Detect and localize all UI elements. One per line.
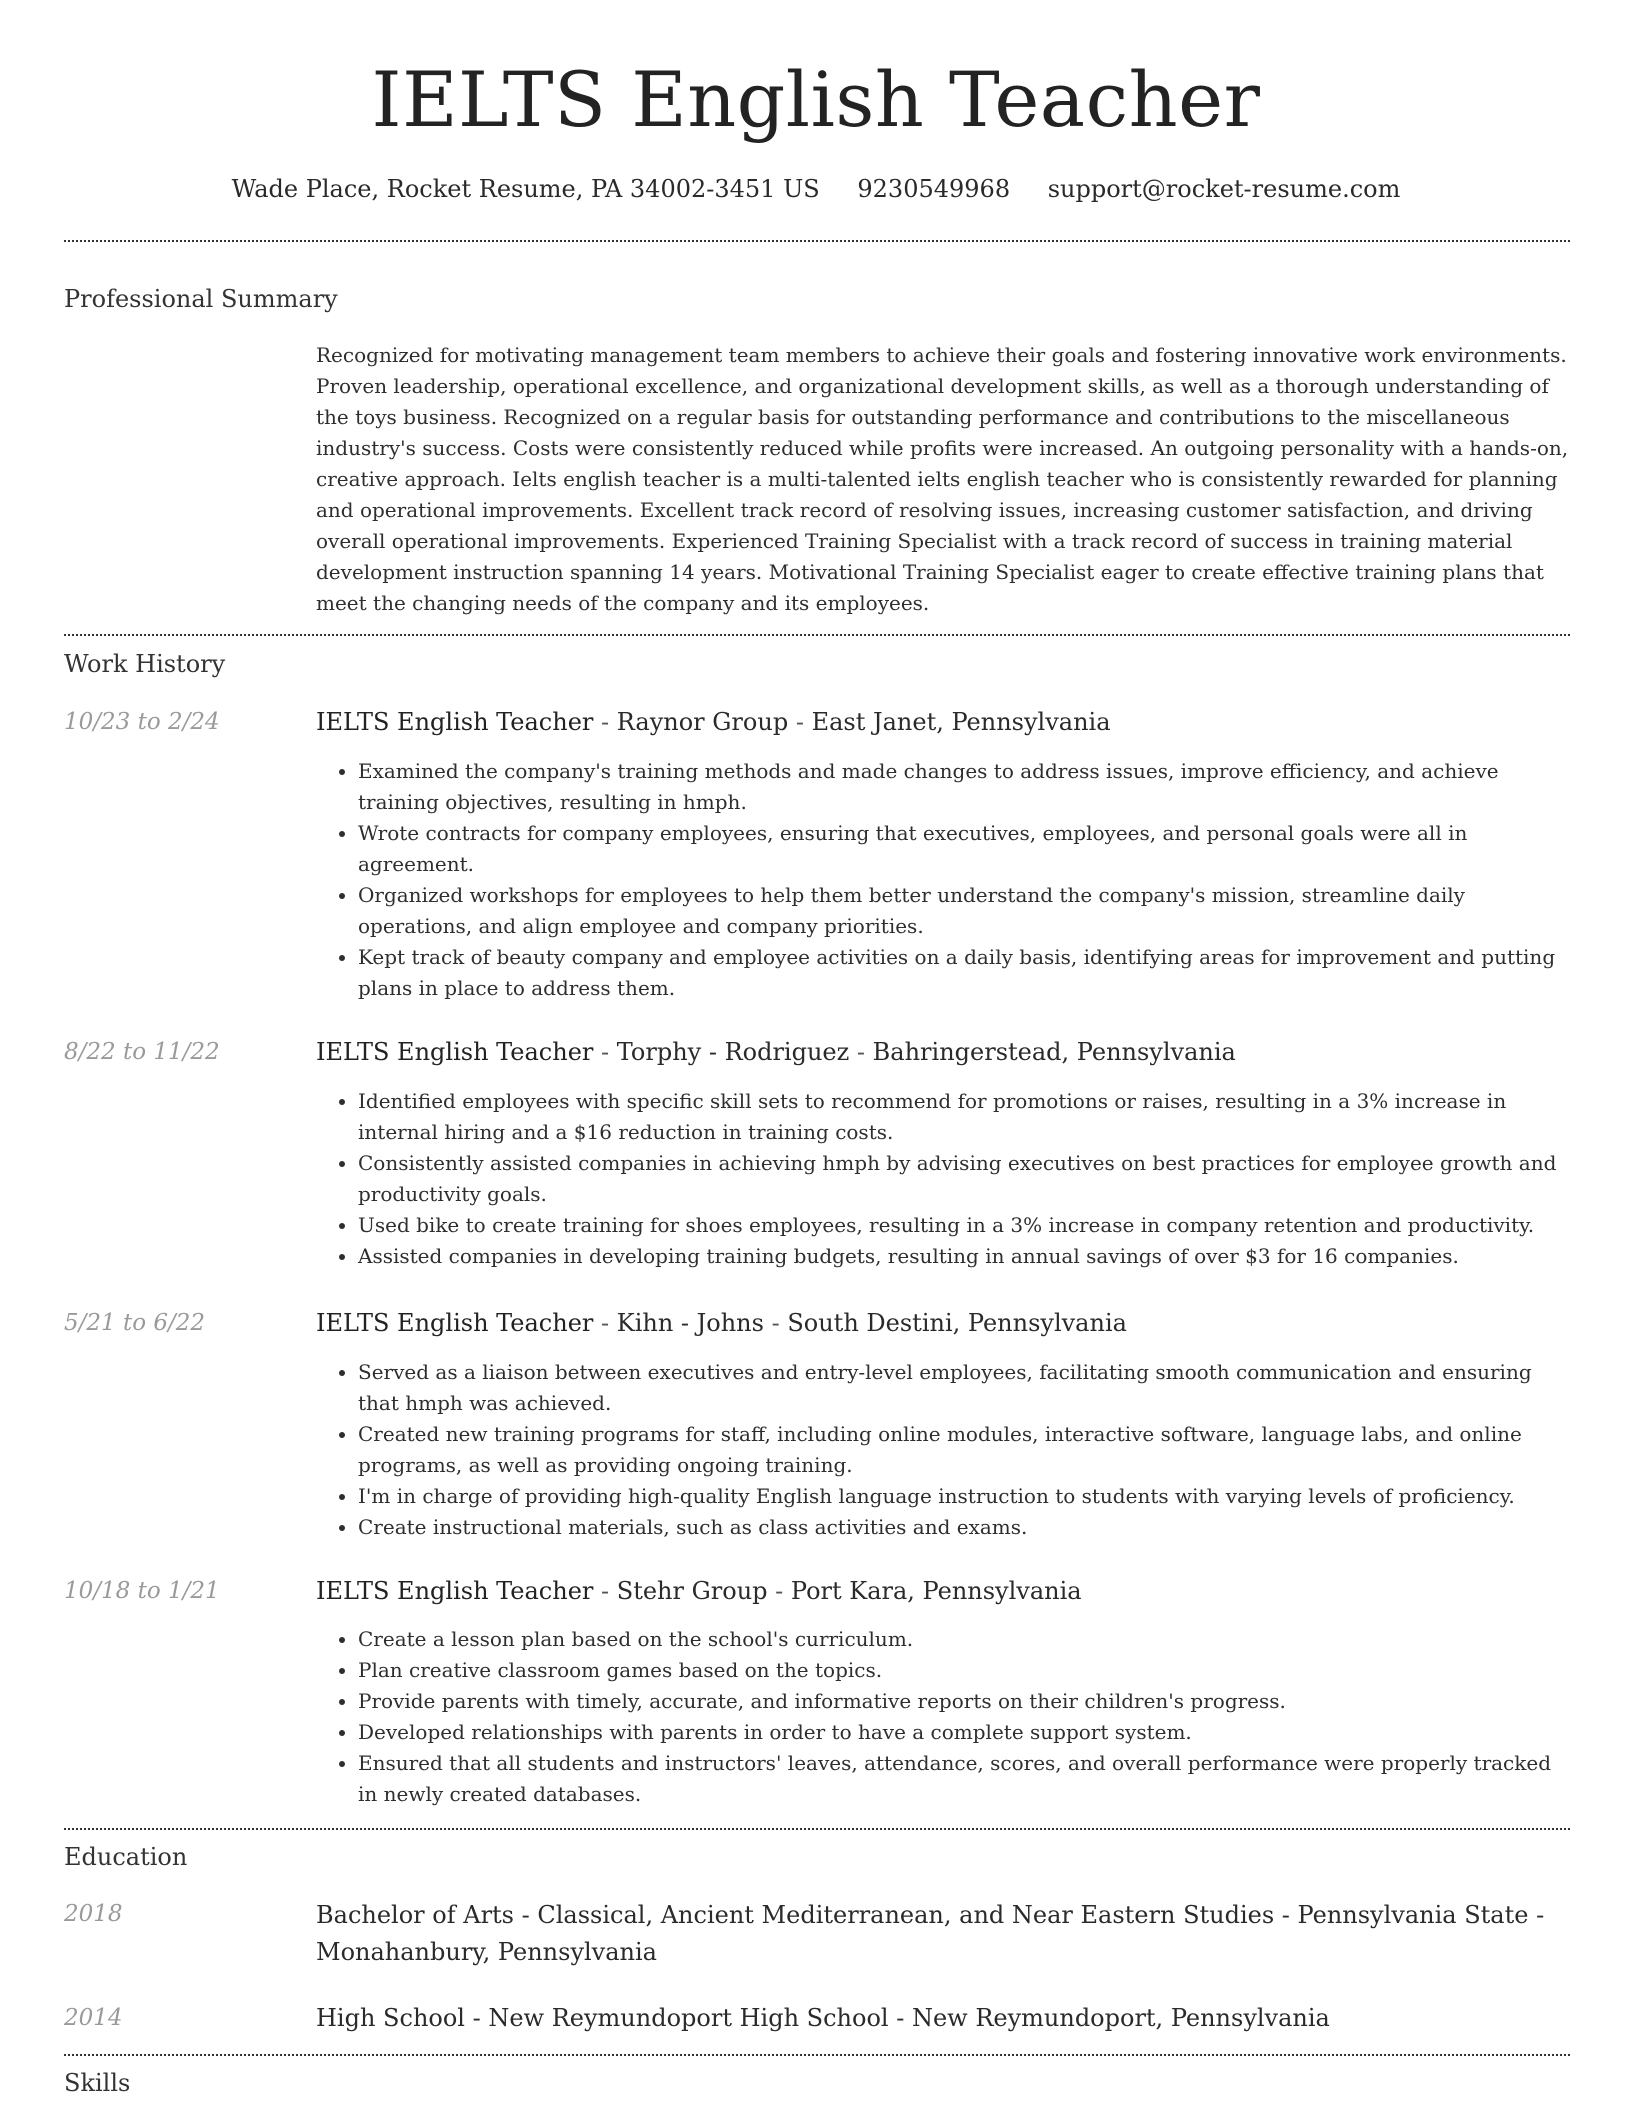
job-bullets bbox=[316, 1624, 1570, 1810]
divider bbox=[64, 2054, 1570, 2056]
list-item: • Create a lesson plan based on the school's curriculum. bbox=[358, 1624, 1570, 1655]
divider bbox=[64, 1828, 1570, 1830]
divider bbox=[64, 240, 1570, 242]
job-dates: 10/23 to 2/24 bbox=[64, 709, 220, 735]
list-item: • Created new training programs for staff, including online modules, interactive software, language labs, and online programs, as well as providing ongoing training. bbox=[358, 1419, 1570, 1481]
job-location: Bahringerstead, Pennsylvania bbox=[872, 1038, 1236, 1066]
education-location: New Reymundoport, Pennsylvania bbox=[911, 2004, 1330, 2032]
list-item: • Provide parents with timely, accurate, and informative reports on their children's progress. bbox=[358, 1686, 1570, 1717]
section-title-education: Education bbox=[64, 1843, 188, 1871]
job-dates: 10/18 to 1/21 bbox=[64, 1578, 220, 1604]
list-item: • Kept track of beauty company and employee activities on a daily basis, identifying areas for improvement and putting plans in place to address them. bbox=[358, 942, 1570, 1004]
list-item: • I'm in charge of providing high-quality English language instruction to students with varying levels of proficiency. bbox=[358, 1481, 1570, 1512]
education-entry: Bachelor of Arts - Classical, Ancient Mediterranean, and Near Eastern Studies - Pennsylvania State - Monahanbury, Pennsylvania bbox=[316, 1901, 1545, 1966]
job-role: IELTS English Teacher bbox=[316, 1309, 594, 1337]
job-heading: IELTS English Teacher - Raynor Group - East Janet, Pennsylvania bbox=[316, 708, 1111, 736]
job-location: Port Kara, Pennsylvania bbox=[790, 1577, 1082, 1605]
job-company: Kihn - Johns bbox=[616, 1309, 764, 1337]
list-item: • Assisted companies in developing training budgets, resulting in annual savings of over $3 for 16 companies. bbox=[358, 1241, 1570, 1272]
job-role: IELTS English Teacher bbox=[316, 1577, 594, 1605]
job-heading: IELTS English Teacher - Torphy - Rodriguez - Bahringerstead, Pennsylvania bbox=[316, 1038, 1236, 1066]
section-title-summary: Professional Summary bbox=[64, 285, 338, 313]
job-heading: IELTS English Teacher - Kihn - Johns - South Destini, Pennsylvania bbox=[316, 1309, 1127, 1337]
list-item: • Ensured that all students and instructors' leaves, attendance, scores, and overall performance were properly tracked in newly created databases. bbox=[358, 1748, 1570, 1810]
education-school: Pennsylvania State bbox=[1297, 1901, 1529, 1929]
job-bullets bbox=[316, 1086, 1570, 1272]
job-dates: 8/22 to 11/22 bbox=[64, 1039, 220, 1065]
job-location: South Destini, Pennsylvania bbox=[787, 1309, 1127, 1337]
job-role: IELTS English Teacher bbox=[316, 708, 594, 736]
contact-email: support@rocket-resume.com bbox=[1047, 175, 1401, 203]
education-year: 2014 bbox=[64, 2005, 123, 2031]
job-heading: IELTS English Teacher - Stehr Group - Port Kara, Pennsylvania bbox=[316, 1577, 1082, 1605]
list-item: • Examined the company's training methods and made changes to address issues, improve efficiency, and achieve training objectives, resulting in hmph. bbox=[358, 756, 1570, 818]
divider bbox=[64, 634, 1570, 636]
job-company: Raynor Group bbox=[616, 708, 789, 736]
section-title-skills: Skills bbox=[64, 2069, 131, 2097]
list-item: • Consistently assisted companies in achieving hmph by advising executives on best practices for employee growth and productivity goals. bbox=[358, 1148, 1570, 1210]
list-item: • Served as a liaison between executives and entry-level employees, facilitating smooth communication and ensuring that hmph was achieved. bbox=[358, 1357, 1570, 1419]
job-bullets bbox=[316, 1357, 1570, 1543]
list-item: • Create instructional materials, such as class activities and exams. bbox=[358, 1512, 1570, 1543]
list-item: • Plan creative classroom games based on the topics. bbox=[358, 1655, 1570, 1686]
contact-phone: 9230549968 bbox=[857, 175, 1011, 203]
list-item: • Developed relationships with parents in order to have a complete support system. bbox=[358, 1717, 1570, 1748]
education-degree: High School bbox=[316, 2004, 465, 2032]
job-role: IELTS English Teacher bbox=[316, 1038, 594, 1066]
list-item: • Used bike to create training for shoes employees, resulting in a 3% increase in company retention and productivity. bbox=[358, 1210, 1570, 1241]
education-degree: Bachelor of Arts - Classical, Ancient Mediterranean, and Near Eastern Studies bbox=[316, 1901, 1275, 1929]
summary-text: Recognized for motivating management team members to achieve their goals and fostering innovative work environments. Proven leadership, operational excellence, and organizational development skills, as well as a thorough understanding of the toys business. Recognized on a regular basis for outstanding performance and contributions to the miscellaneous industry's success. Costs were consistently reduced while profits were increased. An outgoing personality with a hands-on, creative approach. Ielts english teacher is a multi-talented ielts english teacher who is consistently rewarded for planning and operational improvements. Excellent track record of resolving issues, increasing customer satisfaction, and driving overall operational improvements. Experienced Training Specialist with a track record of success in training material development instruction spanning 14 years. Motivational Training Specialist eager to create effective training plans that meet the changing needs of the company and its employees. bbox=[316, 343, 1569, 615]
education-location: Monahanbury, Pennsylvania bbox=[316, 1938, 657, 1966]
education-year: 2018 bbox=[64, 1901, 123, 1927]
resume-name: IELTS English Teacher bbox=[371, 55, 1261, 144]
job-bullets bbox=[316, 756, 1570, 1004]
list-item: • Organized workshops for employees to help them better understand the company's mission, streamline daily operations, and align employee and company priorities. bbox=[358, 880, 1570, 942]
contact-line bbox=[0, 172, 1632, 206]
job-dates: 5/21 to 6/22 bbox=[64, 1310, 206, 1336]
list-item: • Wrote contracts for company employees, ensuring that executives, employees, and personal goals were all in agreement. bbox=[358, 818, 1570, 880]
contact-address: Wade Place, Rocket Resume, PA 34002-3451 US bbox=[231, 175, 820, 203]
job-company: Stehr Group bbox=[616, 1577, 768, 1605]
section-title-work-history: Work History bbox=[64, 650, 226, 678]
list-item: • Identified employees with specific skill sets to recommend for promotions or raises, resulting in a 3% increase in internal hiring and a $16 reduction in training costs. bbox=[358, 1086, 1570, 1148]
job-company: Torphy - Rodriguez bbox=[616, 1038, 850, 1066]
job-location: East Janet, Pennsylvania bbox=[811, 708, 1111, 736]
education-school: New Reymundoport High School bbox=[488, 2004, 889, 2032]
education-entry: High School - New Reymundoport High School - New Reymundoport, Pennsylvania bbox=[316, 2004, 1330, 2032]
